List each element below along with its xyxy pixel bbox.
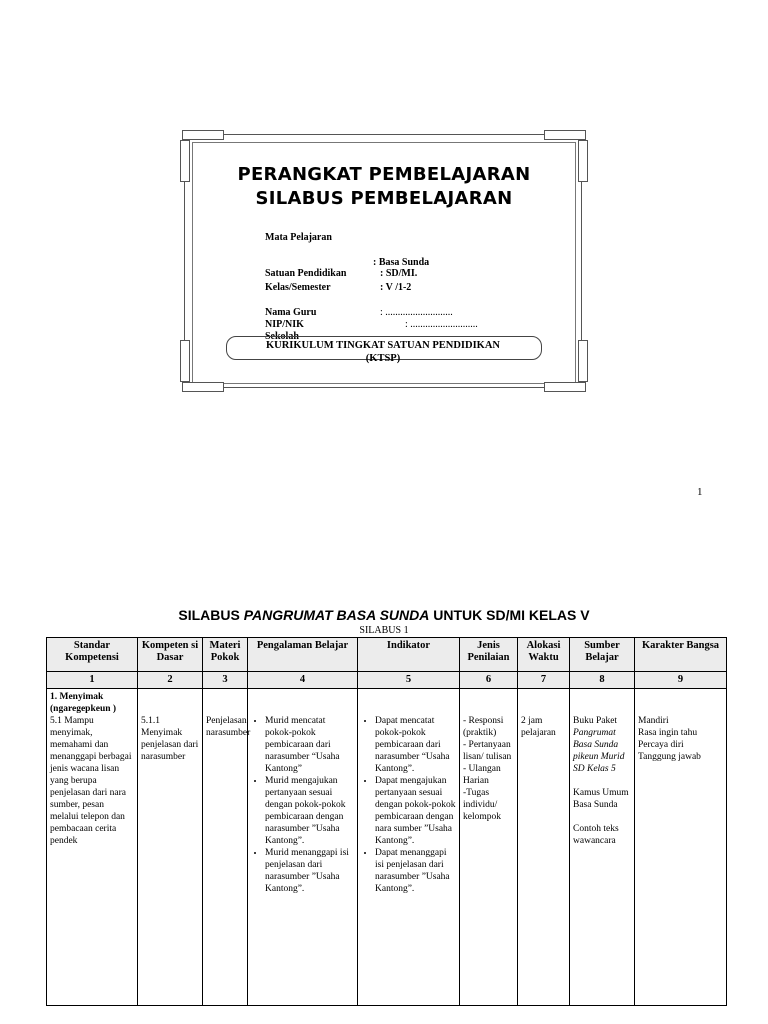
- page-number: 1: [697, 486, 703, 498]
- penilaian-item: - Responsi (praktik): [463, 716, 504, 738]
- header-cell: Pengalaman Belajar: [248, 638, 358, 672]
- sumber-belajar-cell: [570, 689, 635, 1006]
- indikator-list: [361, 715, 456, 895]
- materi-pokok-cell: [203, 689, 251, 1006]
- syllabus-title: [0, 607, 768, 623]
- header-cell: Alokasi Waktu: [518, 638, 570, 672]
- list-item: • Dapat mengajukan pertanyaan sesuai dengan pokok-pokok pembicaraan dengan nara sumber ”Usaha Kantong”.: [375, 775, 456, 847]
- karakter-item: Percaya diri: [638, 740, 684, 750]
- pengalaman-list: [251, 715, 354, 895]
- penilaian-item: - Pertanyaan lisan/ tulisan: [463, 740, 512, 762]
- sekolah-label: Sekolah: [265, 331, 299, 342]
- column-number: 2: [138, 672, 203, 689]
- ktsp-line2: (KTSP): [365, 353, 401, 364]
- jenis-penilaian-cell: [460, 689, 518, 1006]
- header-cell: Karakter Bangsa: [635, 638, 727, 672]
- alokasi-waktu-cell: [518, 689, 570, 1006]
- kelas-value: : V /1-2: [380, 282, 412, 293]
- alokasi-text: 2 jam pelajaran: [521, 716, 556, 738]
- column-number: 7: [518, 672, 570, 689]
- sumber-item-italic: Pangrumat Basa Sunda pikeun Murid SD Kelas 5: [573, 728, 625, 774]
- corner-ornament: [182, 382, 224, 392]
- cover-frame: [180, 130, 588, 392]
- kelas-label: Kelas/Semester: [265, 282, 331, 293]
- standar-kompetensi-cell: [47, 689, 138, 1006]
- sumber-item: Buku Paket: [573, 716, 618, 726]
- kd-text: 5.1.1 Menyimak penjelasan dari narasumber: [141, 716, 199, 762]
- corner-ornament: [578, 340, 588, 382]
- mata-pelajaran-label: Mata Pelajaran: [265, 232, 332, 243]
- cover-title-line2: SILABUS PEMBELAJARAN: [255, 188, 513, 209]
- corner-ornament: [544, 382, 586, 392]
- penilaian-item: -Tugas individu/ kelompok: [463, 788, 501, 822]
- list-item: • Dapat mencatat pokok-pokok pembicaraan dari narasumber “Usaha Kantong”.: [375, 715, 456, 775]
- satuan-value: : SD/MI.: [380, 268, 418, 279]
- pengalaman-belajar-cell: [248, 689, 358, 1006]
- karakter-item: Mandiri: [638, 716, 669, 726]
- nama-guru-label: Nama Guru: [265, 307, 317, 318]
- header-cell: Sumber Belajar: [570, 638, 635, 672]
- header-cell: Materi Pokok: [203, 638, 248, 672]
- materi-text: Penjelasan narasumber: [206, 716, 251, 738]
- column-number: 1: [47, 672, 138, 689]
- sk-heading: 1. Menyimak (ngaregepkeun ): [50, 692, 117, 714]
- header-cell: Standar Kompetensi: [47, 638, 138, 672]
- list-item: • Murid mencatat pokok-pokok pembicaraan dari narasumber “Usaha Kantong”: [265, 715, 354, 775]
- table-header-row: [47, 638, 727, 672]
- column-number: 5: [358, 672, 460, 689]
- nip-label: NIP/NIK: [265, 319, 304, 330]
- sumber-item: Kamus Umum Basa Sunda: [573, 788, 629, 810]
- kompetensi-dasar-cell: [138, 689, 203, 1006]
- list-item: • Murid mengajukan pertanyaan sesuai dengan pokok-pokok pembicaraan dengan narasumber ”Usaha Kantong”.: [265, 775, 354, 847]
- table-row: [47, 689, 727, 1006]
- sumber-item: Contoh teks wawancara: [573, 824, 619, 846]
- column-number: 6: [460, 672, 518, 689]
- sk-body: 5.1 Mampu menyimak, memahami dan menanggapi berbagai jenis wacana lisan yang berupa penjelasan dari nara sumber, pesan melalui telepon dan pembacaan cerita pendek: [50, 716, 132, 846]
- list-item: • Dapat menanggapi isi penjelasan dari narasumber ”Usaha Kantong”.: [375, 847, 456, 895]
- nip-value: : ...........................: [405, 319, 478, 330]
- syllabus-title-suffix: UNTUK SD/MI KELAS V: [429, 607, 590, 623]
- karakter-bangsa-cell: [635, 689, 727, 1006]
- header-cell: Kompeten si Dasar: [138, 638, 203, 672]
- header-cell: Indikator: [358, 638, 460, 672]
- corner-ornament: [180, 340, 190, 382]
- corner-ornament: [544, 130, 586, 140]
- syllabus-title-prefix: SILABUS: [178, 607, 244, 623]
- syllabus-title-italic: PANGRUMAT BASA SUNDA: [243, 607, 430, 623]
- karakter-item: Tanggung jawab: [638, 752, 701, 762]
- column-number: 3: [203, 672, 248, 689]
- column-number-row: [47, 672, 727, 689]
- header-cell: Jenis Penilaian: [460, 638, 518, 672]
- mata-pelajaran-value: : Basa Sunda: [373, 257, 430, 268]
- syllabus-subtitle: SILABUS 1: [359, 625, 409, 636]
- column-number: 9: [635, 672, 727, 689]
- karakter-item: Rasa ingin tahu: [638, 728, 698, 738]
- cover-title-line1: PERANGKAT PEMBELAJARAN: [237, 164, 531, 185]
- indikator-cell: [358, 689, 460, 1006]
- syllabus-table: [46, 637, 727, 1006]
- ktsp-line1: KURIKULUM TINGKAT SATUAN PENDIDIKAN: [265, 340, 501, 351]
- column-number: 8: [570, 672, 635, 689]
- corner-ornament: [182, 130, 224, 140]
- nama-guru-value: : ...........................: [380, 307, 453, 318]
- column-number: 4: [248, 672, 358, 689]
- satuan-label: Satuan Pendidikan: [265, 268, 347, 279]
- list-item: • Murid menanggapi isi penjelasan dari narasumber ”Usaha Kantong”.: [265, 847, 354, 895]
- penilaian-item: - Ulangan Harian: [463, 764, 501, 786]
